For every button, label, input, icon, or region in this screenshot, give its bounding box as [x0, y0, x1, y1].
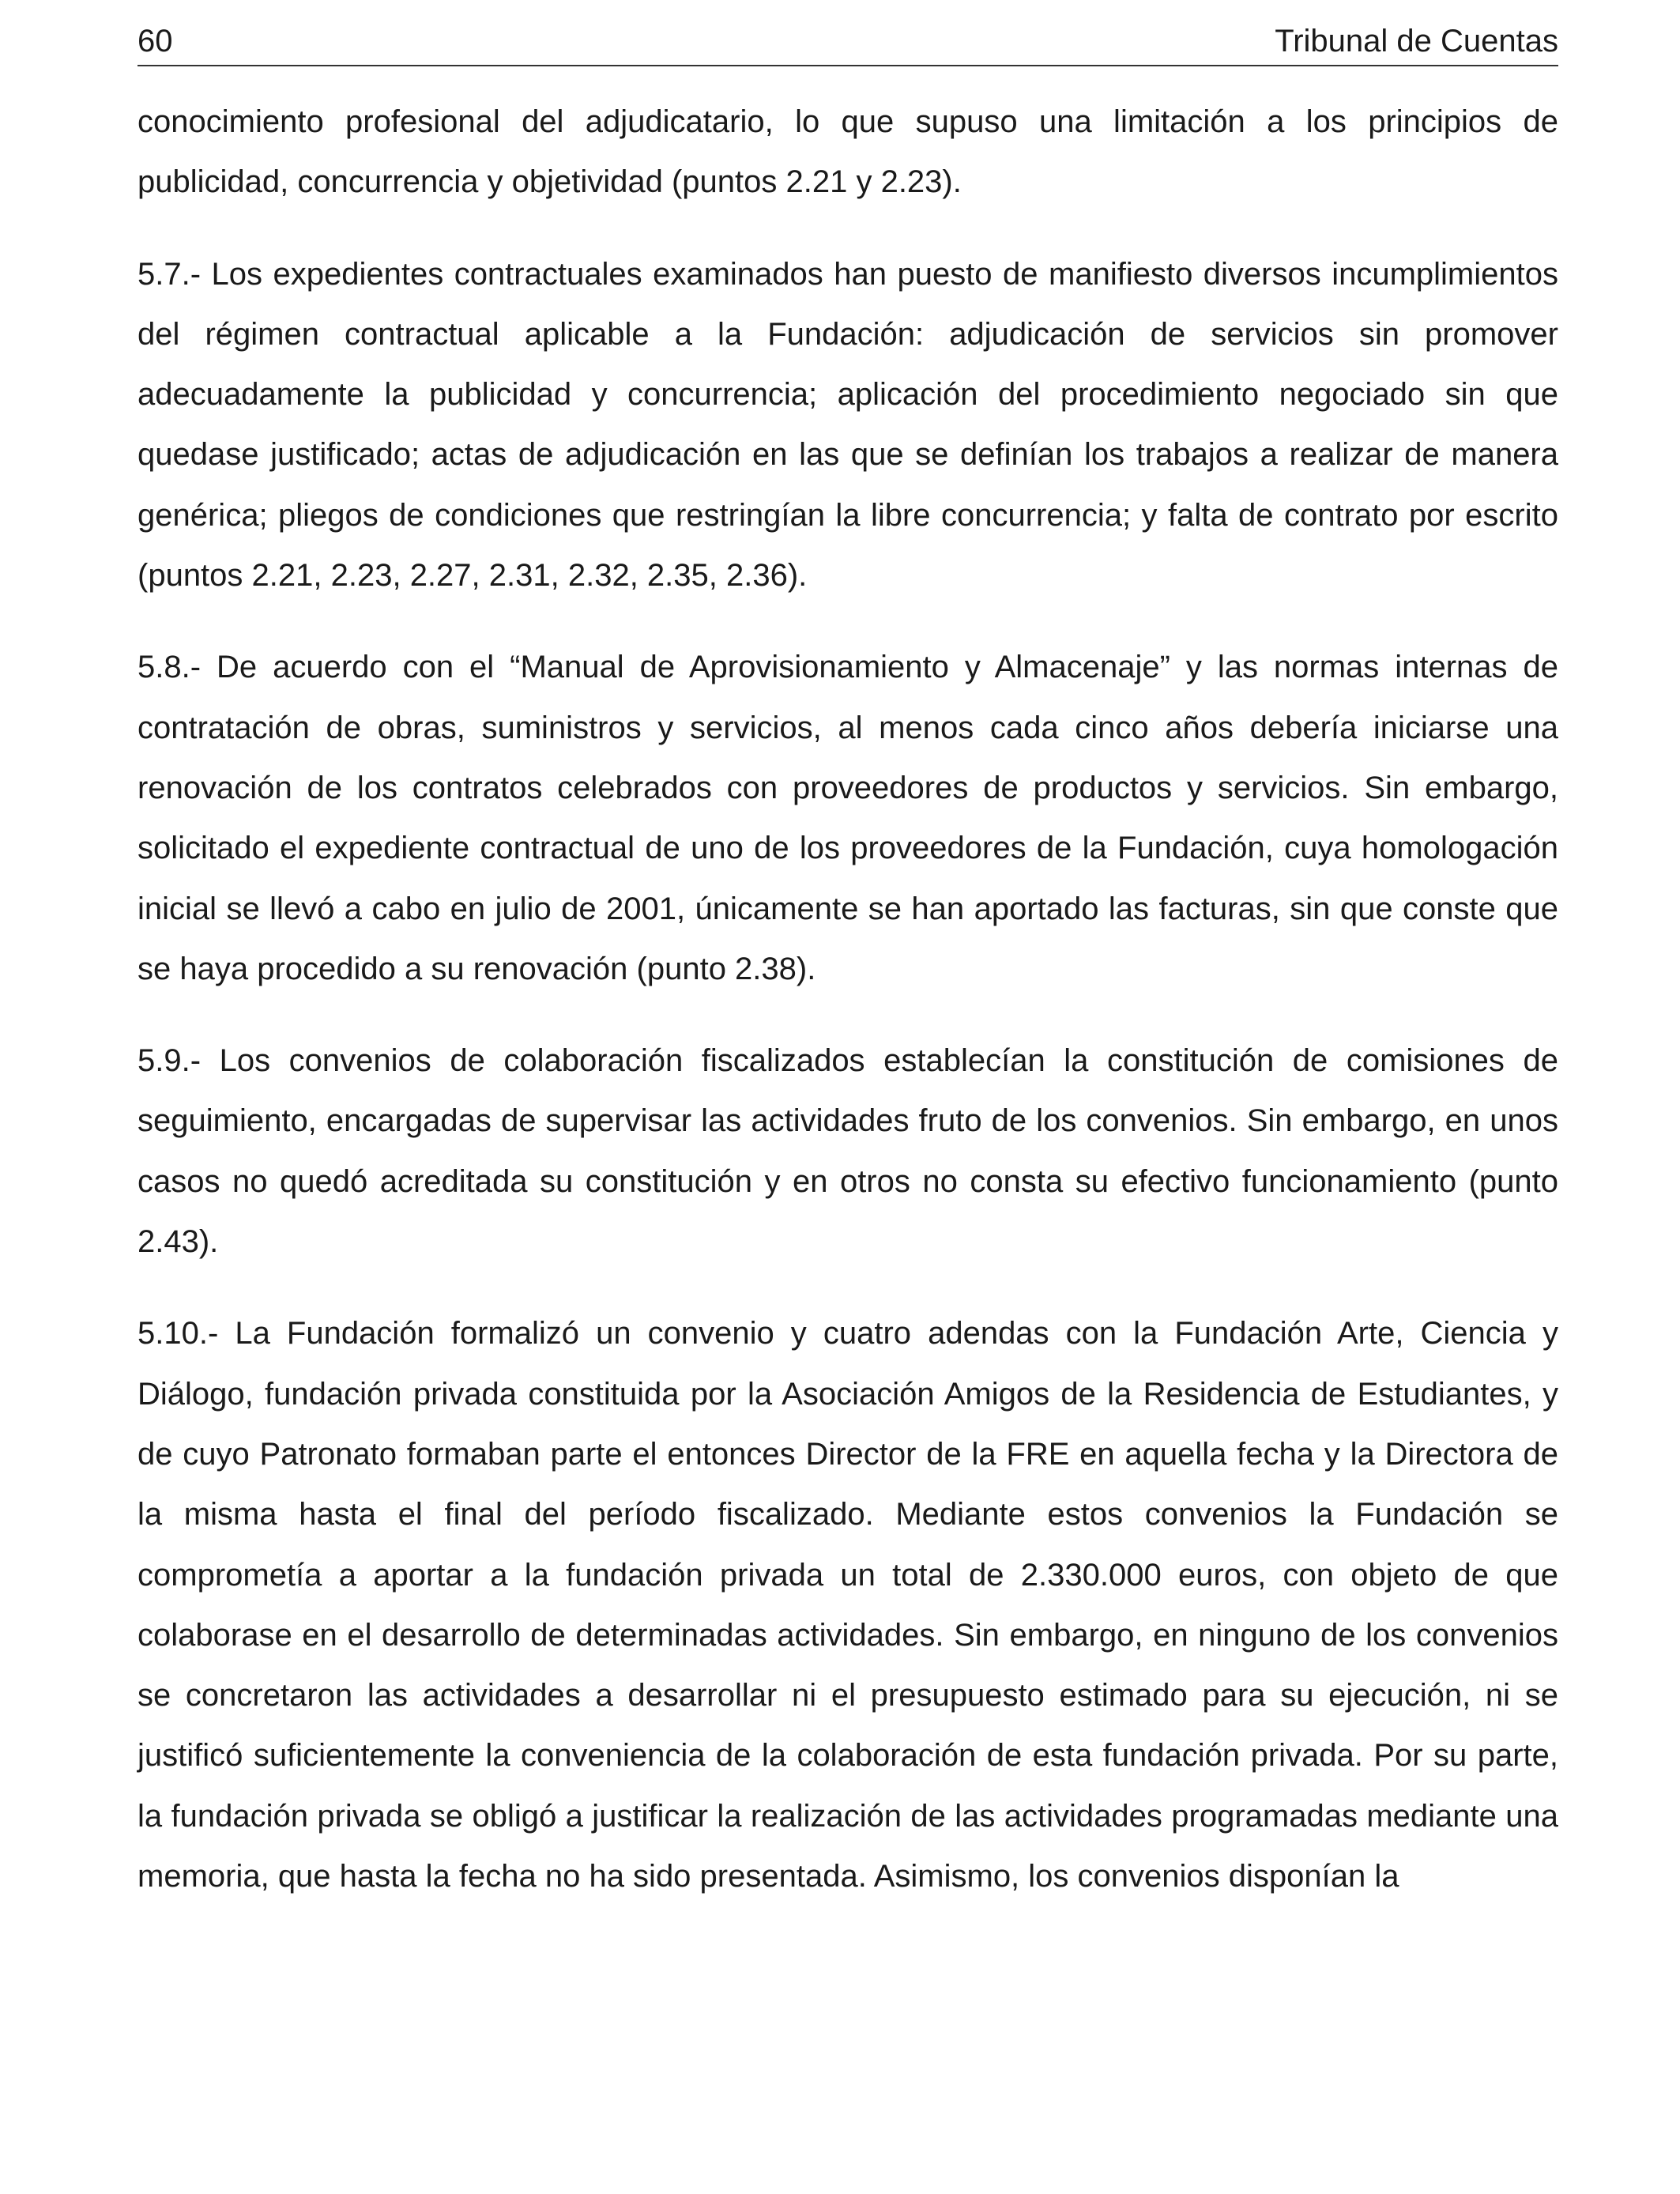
page-header: [137, 22, 1558, 66]
paragraph-5-7: 5.7.- Los expedientes contractuales examinados han puesto de manifiesto diversos incumplimientos del régimen contractual aplicable a la Fundación: adjudicación de servicios sin promover adecuadamente la publicidad y concurrencia; aplicación del procedimiento negociado sin que quedase justificado; actas de adjudicación en las que se definían los trabajos a realizar de manera genérica; pliegos de condiciones que restringían la libre concurrencia; y falta de contrato por escrito (puntos 2.21, 2.23, 2.27, 2.31, 2.32, 2.35, 2.36).: [137, 256, 1558, 594]
page-number: 60: [137, 24, 173, 58]
paragraph-continuation: conocimiento profesional del adjudicatario, lo que supuso una limitación a los principios de publicidad, concurrencia y objetividad (puntos 2.21 y 2.23).: [137, 104, 1558, 200]
running-title: Tribunal de Cuentas: [1275, 24, 1558, 58]
paragraph-5-10: 5.10.- La Fundación formalizó un convenio y cuatro adendas con la Fundación Arte, Ciencia y Diálogo, fundación privada constituida por la Asociación Amigos de la Residencia de Estudiantes, y de cuyo Patronato formaban parte el entonces Director de la FRE en aquella fecha y la Directora de la misma hasta el final del período fiscalizado. Mediante estos convenios la Fundación se comprometía a aportar a la fundación privada un total de 2.330.000 euros, con objeto de que colaborase en el desarrollo de determinadas actividades. Sin embargo, en ninguno de los convenios se concretaron las actividades a desarrollar ni el presupuesto estimado para su ejecución, ni se justificó suficientemente la conveniencia de la colaboración de esta fundación privada. Por su parte, la fundación privada se obligó a justificar la realización de las actividades programadas mediante una memoria, que hasta la fecha no ha sido presentada. Asimismo, los convenios disponían la: [137, 1316, 1558, 1894]
body-text: [137, 92, 1558, 1906]
paragraph-5-8: 5.8.- De acuerdo con el “Manual de Aprovisionamiento y Almacenaje” y las normas internas de contratación de obras, suministros y servicios, al menos cada cinco años debería iniciarse una renovación de los contratos celebrados con proveedores de productos y servicios. Sin embargo, solicitado el expediente contractual de uno de los proveedores de la Fundación, cuya homologación inicial se llevó a cabo en julio de 2001, únicamente se han aportado las facturas, sin que conste que se haya procedido a su renovación (punto 2.38).: [137, 650, 1558, 986]
paragraph-5-9: 5.9.- Los convenios de colaboración fiscalizados establecían la constitución de comisiones de seguimiento, encargadas de supervisar las actividades fruto de los convenios. Sin embargo, en unos casos no quedó acreditada su constitución y en otros no consta su efectivo funcionamiento (punto 2.43).: [137, 1043, 1558, 1260]
document-page: [137, 22, 1558, 1938]
